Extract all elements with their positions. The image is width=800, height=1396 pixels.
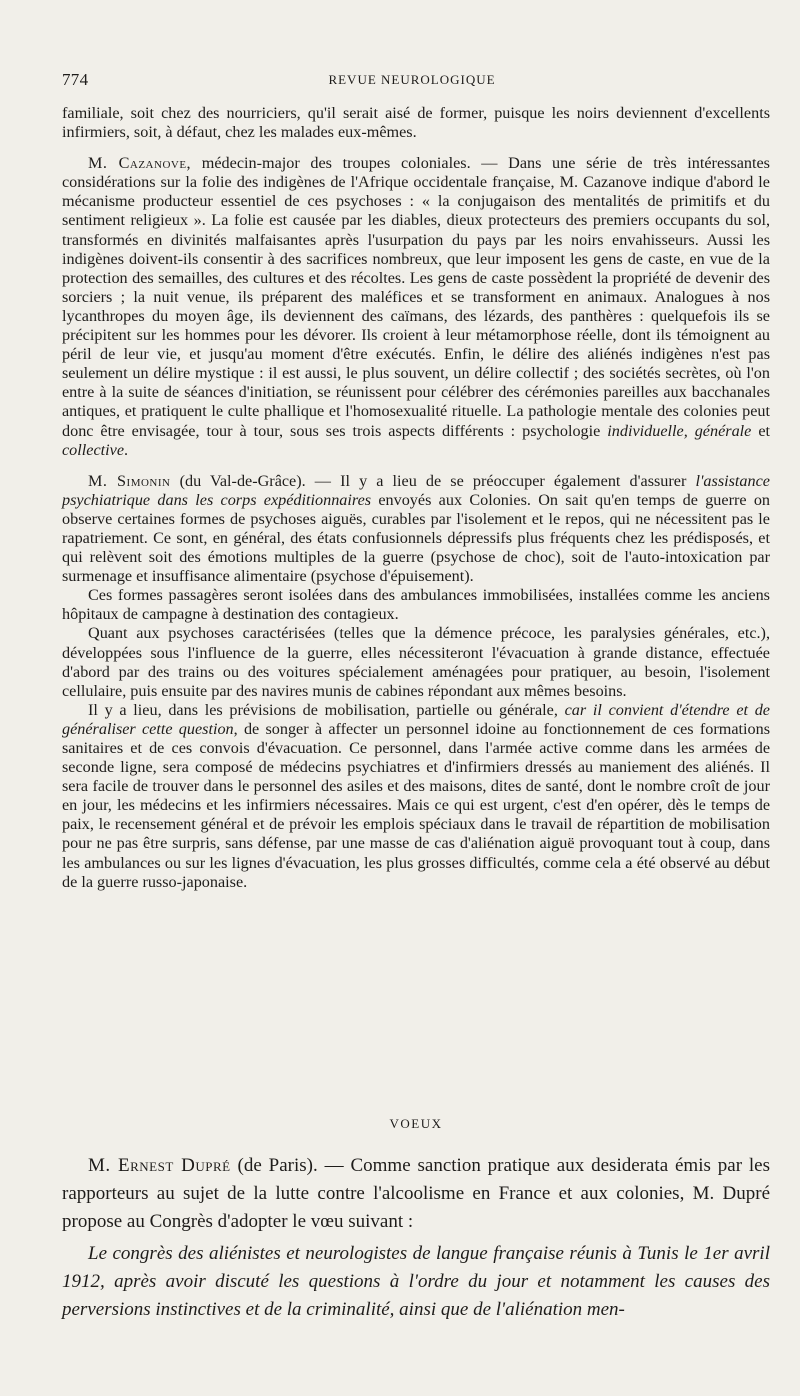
italic-text: collective: [62, 440, 125, 459]
end-text: .: [124, 440, 129, 459]
paragraph-mobilisation: [62, 701, 770, 892]
paragraph-dupre: [62, 1152, 770, 1236]
paragraph-simonin: [62, 472, 770, 587]
paragraph-text: (du Val-de-Grâce). — Il y a lieu de se préoccuper également d'assurer: [170, 471, 696, 490]
paragraph-text: , de songer à affecter un personnel idoine au fonctionnement de ces formations sanitaires et de ces convois d'évacuation. Ce personnel, dans l'armée active comme dans les armées de seconde ligne, sera composé de médecins psychiatres et d'infirmiers dressés au maniement des aliénés. Il sera facile de trouver dans le personnel des asiles et des maisons, dites de santé, dont le nombre croît de jour en jour, les médecins et les infirmiers nécessaires. Mais ce qui est urgent, c'est d'en opérer, dès le temps de paix, le recensement général et de prévoir les emplois spéciaux dans le travail de répartition de mobilisation pour ne pas être surpris, sans défense, par une masse de cas d'aliénation aiguë provoquant tout à coup, dans les ambulances ou sur les lignes d'évacuation, les plus grosses difficultés, comme cela a été observé au début de la guerre russo-japonaise.: [62, 719, 770, 891]
paragraph-text: Il y a lieu, dans les prévisions de mobilisation, partielle ou générale,: [88, 700, 565, 719]
final-section: [62, 1152, 770, 1324]
paragraph-text: médecin-major des troupes coloniales. — Dans une série de très intéressantes considérations sur la folie des indigènes de l'Afrique occidentale française, M. Cazanove indique d'abord le mécanisme producteur essentiel de ces psychoses : « la conjugaison des mentalités de primitifs et du sentiment religieux ». La folie est causée par les diables, dieux protecteurs des premiers occupants du sol, transformés en divinités malfaisantes après l'usurpation du pays par les noirs envahisseurs. Aussi les indigènes doivent-ils consentir à des sacrifices nombreux, que leur imposent les gens de caste, en vue de la protection des semailles, des cultures et des récoltes. Les gens de caste possèdent la propriété de devenir des sorciers ; la nuit venue, ils préparent des maléfices et se transforment en animaux. Analogues à nos lycanthropes du moyen âge, ils deviennent des caïmans, des lézards, des panthères : quelquefois ils se précipitent sur les hommes pour les dévorer. Ils croient à leur métamorphose réelle, dont ils témoignent au péril de leur vie, et jusqu'au moment d'être exécutés. Enfin, le délire des aliénés indigènes n'est pas seulement un délire mystique : il est aussi, le plus souvent, un délire collectif ; des sociétés secrètes, où l'on entre à la suite de séances d'initiation, se réunissent pour célébrer des cérémonies pareilles aux bacchanales antiques, et pratiquent le culte phallique et l'homosexualité rituelle. La pathologie mentale des colonies peut donc être envisagée, tour à tour, sous ses trois aspects différents : psychologie: [62, 154, 770, 440]
page-number: 774: [62, 70, 89, 89]
author-name: M. Simonin: [88, 471, 171, 490]
italic-text: individuelle, générale: [607, 421, 752, 440]
italic-text: l'assistance psychiatrique dans les corps expéditionnaires: [62, 471, 770, 509]
resolution-text: Le congrès des aliénistes et neurologistes de langue française réunis à Tunis le 1er avril 1912, après avoir discuté les questions à l'ordre du jour et notamment les causes des perversions instinctives et de la criminalité, ainsi que de l'aliénation men-: [62, 1243, 770, 1320]
author-name: M. Ernest Dupré: [88, 1155, 231, 1176]
section-title: VOEUX: [389, 1116, 443, 1131]
paragraph-intro: familiale, soit chez des nourriciers, qu'il serait aisé de former, puisque les noirs deviennent d'excellents infirmiers, soit, à défaut, chez les malades eux-mêmes.: [62, 104, 770, 142]
running-title: REVUE NEUROLOGIQUE: [328, 72, 496, 87]
paragraph-cazanove: [62, 154, 770, 460]
italic-text: car il convient d'étendre et de généraliser cette question: [62, 700, 770, 738]
paragraph-psychoses: Quant aux psychoses caractérisées (telles que la démence précoce, les paralysies générales, etc.), développées sous l'influence de la guerre, elles nécessiteront l'évacuation à grande distance, effectuée d'abord par des trains ou des voitures spécialement aménagées pour pratiquer, au besoin, l'isolement cellulaire, puis ensuite par des navires munis de cabines répondant aux mêmes besoins.: [62, 624, 770, 700]
join-text: et: [751, 421, 770, 440]
paragraph-formes: Ces formes passagères seront isolées dans des ambulances immobilisées, installées comme les anciens hôpitaux de campagne à destination des contagieux.: [62, 586, 770, 624]
author-name: M. Cazanove,: [88, 154, 192, 173]
paragraph-text: (de Paris). — Comme sanction pratique aux desiderata émis par les rapporteurs au sujet de la lutte contre l'alcoolisme en France et aux colonies, M. Dupré propose au Congrès d'adopter le vœu suivant :: [62, 1155, 771, 1232]
article-body: [62, 104, 770, 892]
paragraph-text: envoyés aux Colonies. On sait qu'en temps de guerre on observe certaines formes de psychoses aiguës, curables par l'isolement et le repos, qui ne nécessitent pas le rapatriement. Ce sont, en général, des états confusionnels dépressifs plus fréquents chez les prédisposés, et qui relèvent soit des émotions multiples de la guerre (psychose de choc), soit de l'auto-intoxication par surmenage et insuffisance alimentaire (psychose d'épuisement).: [62, 490, 771, 586]
